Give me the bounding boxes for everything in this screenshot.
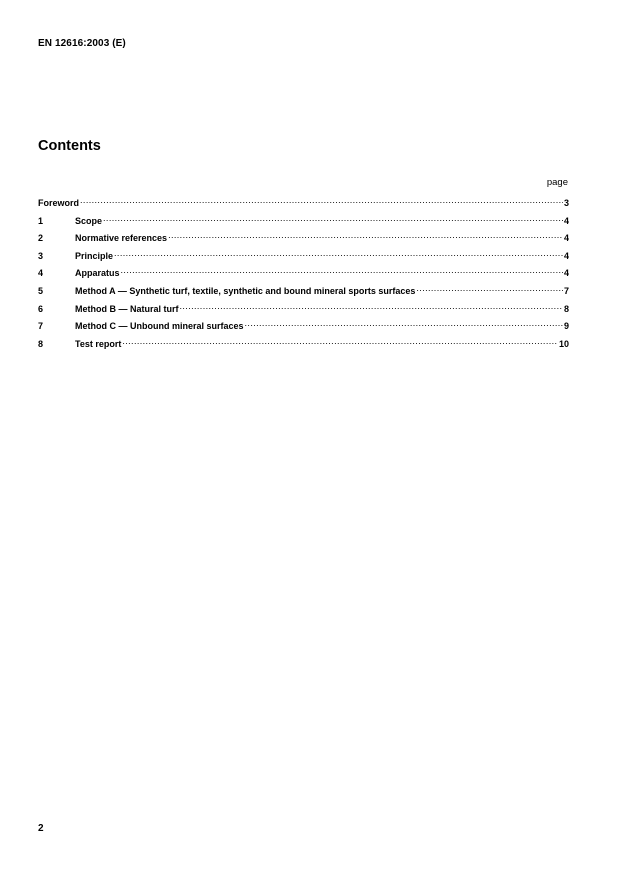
toc-entry[interactable] [38, 318, 569, 336]
toc-entry-label: Foreword [38, 198, 80, 208]
toc-entry[interactable] [38, 301, 569, 319]
toc-entry-page: 3 [563, 198, 569, 208]
toc-dot-leader [122, 336, 558, 347]
toc-entry[interactable] [38, 230, 569, 248]
toc-dot-leader [168, 230, 563, 241]
toc-entry-number: 1 [38, 215, 44, 226]
toc-entry-label: Test report [75, 338, 122, 349]
toc-dot-leader [80, 195, 563, 206]
toc-entry-number: 4 [38, 268, 44, 279]
toc-entry[interactable] [38, 213, 569, 231]
toc-entry-label: Method B — Natural turf [75, 303, 179, 314]
table-of-contents [38, 195, 569, 353]
toc-dot-leader [180, 301, 563, 312]
toc-entry-number: 7 [38, 321, 44, 332]
toc-entry-number: 5 [38, 285, 44, 296]
toc-entry-page: 4 [563, 215, 569, 226]
toc-dot-leader [114, 248, 563, 259]
toc-entry-label: Principle [75, 250, 114, 261]
toc-dot-leader [416, 283, 563, 294]
toc-entry-label: Scope [75, 215, 103, 226]
toc-entry[interactable] [38, 195, 569, 213]
toc-entry[interactable] [38, 248, 569, 266]
toc-entry-label: Apparatus [75, 268, 120, 279]
toc-dot-leader [103, 213, 563, 224]
document-header-id: EN 12616:2003 (E) [38, 38, 126, 49]
toc-entry-page: 4 [563, 250, 569, 261]
toc-entry-label: Method C — Unbound mineral surfaces [75, 321, 244, 332]
toc-entry-page: 9 [563, 321, 569, 332]
toc-entry-page: 4 [563, 233, 569, 244]
toc-entry-page: 8 [563, 303, 569, 314]
toc-entry[interactable] [38, 283, 569, 301]
toc-entry-label: Method A — Synthetic turf, textile, synthetic and bound mineral sports surfaces [75, 285, 416, 296]
page-number: 2 [38, 823, 44, 834]
toc-dot-leader [121, 265, 563, 276]
toc-entry-number: 6 [38, 303, 44, 314]
toc-entry-page: 4 [563, 268, 569, 279]
toc-entry[interactable] [38, 265, 569, 283]
toc-entry[interactable] [38, 336, 569, 354]
toc-entry-label: Normative references [75, 233, 168, 244]
page-column-label: page [546, 177, 568, 188]
toc-entry-number: 3 [38, 250, 44, 261]
toc-entry-page: 7 [563, 285, 569, 296]
toc-entry-number: 8 [38, 338, 44, 349]
contents-title: Contents [38, 138, 101, 154]
toc-entry-page: 10 [558, 338, 569, 349]
toc-dot-leader [245, 318, 563, 329]
toc-entry-number: 2 [38, 233, 44, 244]
